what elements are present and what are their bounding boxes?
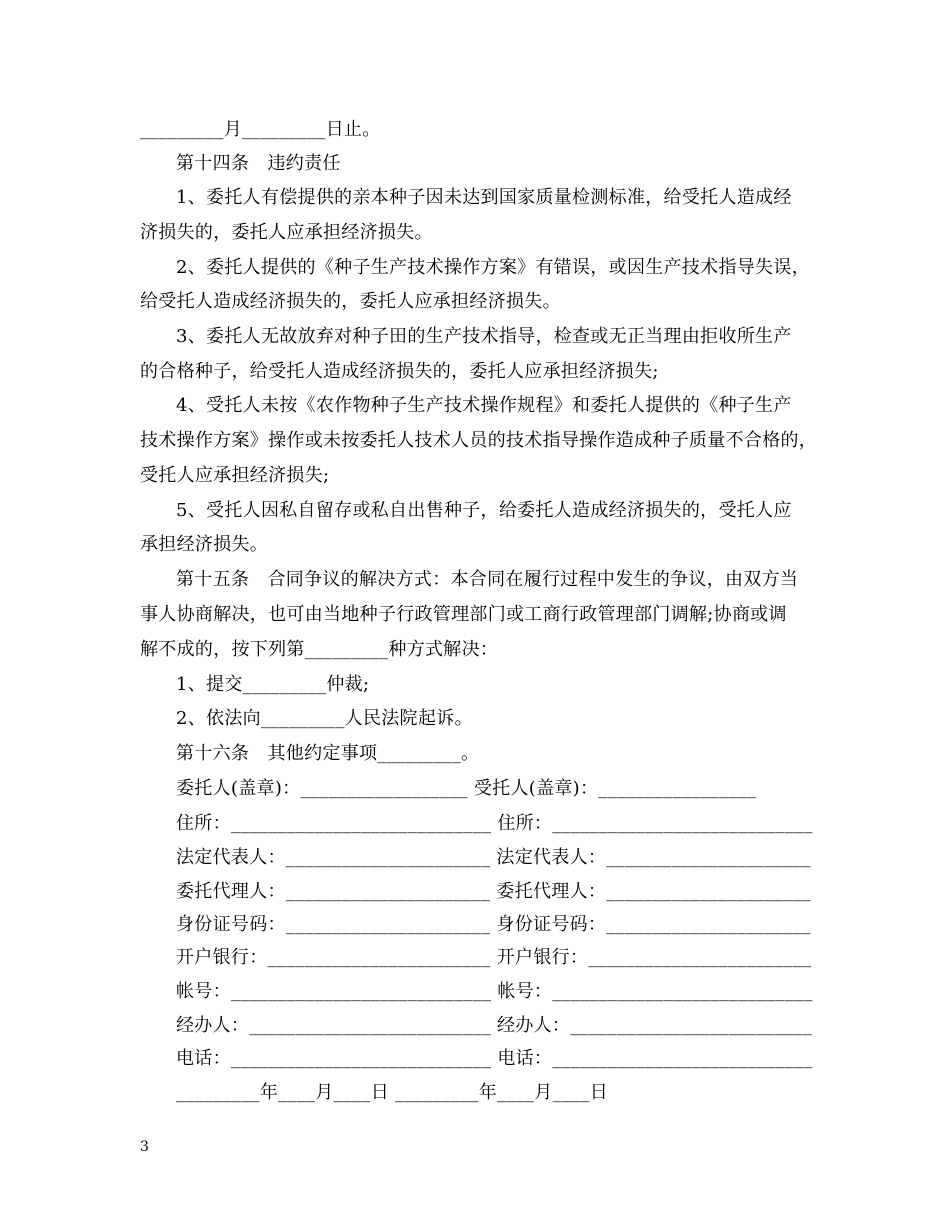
article-14-clause-3-continued: 的合格种子，给受托人造成经济损失的，委托人应承担经济损失;: [140, 361, 659, 382]
article-14-clause-5-continued: 承担经济损失。: [140, 534, 269, 555]
dispute-option-2: 2、依法向_________人民法院起诉。: [176, 708, 473, 729]
authorized-agent-line: 委托代理人：______________________ 委托代理人：______________________: [176, 881, 811, 902]
contract-term-end-date: _________月_________日止。: [140, 119, 381, 140]
article-14-clause-3: 3、委托人无故放弃对种子田的生产技术指导，检查或无正当理由拒收所生产: [176, 326, 792, 347]
article-14-clause-5: 5、受托人因私自留存或私自出售种子，给委托人造成经济损失的，受托人应: [176, 500, 792, 521]
article-14-clause-2-continued: 给受托人造成经济损失的，委托人应承担经济损失。: [140, 291, 561, 312]
legal-representative-line: 法定代表人：______________________ 法定代表人：______________________: [176, 847, 811, 868]
date-line: _________年____月____日 _________年____月____日: [176, 1082, 609, 1103]
article-14-heading: 第十四条 违约责任: [176, 153, 341, 174]
id-number-line: 身份证号码：______________________ 身份证号码：______________________: [176, 914, 811, 935]
account-number-line: 帐号：____________________________ 帐号：____________________________: [176, 981, 813, 1002]
article-15-text: 事人协商解决，也可由当地种子行政管理部门或工商行政管理部门调解;协商或调: [140, 604, 787, 625]
article-15-heading: 第十五条 合同争议的解决方式：本合同在履行过程中发生的争议，由双方当: [176, 569, 799, 590]
handler-line: 经办人：__________________________ 经办人：__________________________: [176, 1015, 813, 1036]
article-14-clause-4: 4、受托人未按《农作物种子生产技术操作规程》和委托人提供的《种子生产: [176, 395, 792, 416]
page-number: 3: [140, 1139, 149, 1155]
article-14-clause-2: 2、委托人提供的《种子生产技术操作方案》有错误，或因生产技术指导失误，: [176, 257, 810, 278]
phone-line: 电话：____________________________ 电话：____________________________: [176, 1048, 813, 1069]
article-14-clause-1-continued: 济损失的，委托人应承担经济损失。: [140, 222, 433, 243]
article-16: 第十六条 其他约定事项_________。: [176, 743, 480, 764]
address-line: 住所：____________________________ 住所：____________________________: [176, 813, 813, 834]
article-14-clause-4-continued: 技术操作方案》操作或未按委托人技术人员的技术指导操作造成种子质量不合格的，: [140, 430, 818, 451]
article-14-clause-4-end: 受托人应承担经济损失;: [140, 465, 330, 486]
article-15-text-end: 解不成的，按下列第_________种方式解决：: [140, 639, 499, 660]
signature-seal-line: 委托人(盖章)：__________________ 受托人(盖章)：_________________: [176, 778, 757, 799]
dispute-option-1: 1、提交_________仲裁;: [176, 674, 370, 695]
article-14-clause-1: 1、委托人有偿提供的亲本种子因未达到国家质量检测标准，给受托人造成经: [176, 187, 792, 208]
bank-line: 开户银行：________________________ 开户银行：________________________: [176, 947, 812, 968]
